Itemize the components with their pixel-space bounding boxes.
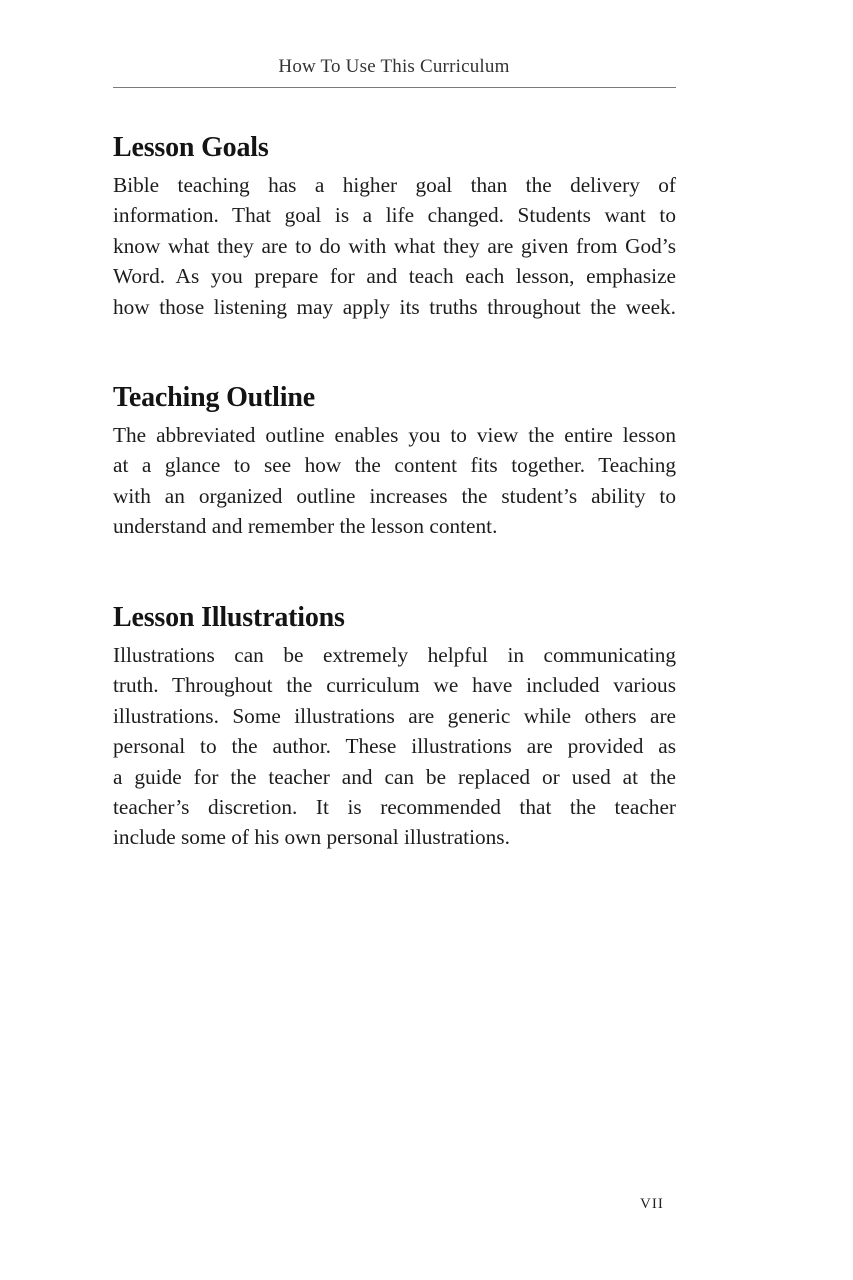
body-line: Word. As you prepare for and teach each lesson, emphasize xyxy=(113,264,676,289)
body-line: truth. Throughout the curriculum we have included various xyxy=(113,673,676,698)
body-line: with an organized outline increases the student’s ability to xyxy=(113,483,676,508)
section-teaching-outline xyxy=(113,381,676,542)
section-body xyxy=(113,640,676,853)
body-line: personal to the author. These illustrations are provided as xyxy=(113,734,676,759)
body-line: a guide for the teacher and can be replaced or used at the xyxy=(113,764,676,789)
page-number: VII xyxy=(640,1196,664,1212)
body-line: at a glance to see how the content fits together. Teaching xyxy=(113,453,676,478)
body-line: how those listening may apply its truths throughout the week. xyxy=(113,294,676,319)
body-line: illustrations. Some illustrations are generic while others are xyxy=(113,703,676,728)
body-line: Bible teaching has a higher goal than the delivery of xyxy=(113,173,676,197)
body-line: information. That goal is a life changed. Students want to xyxy=(113,203,676,228)
body-line: Illustrations can be extremely helpful in communicating xyxy=(113,643,676,667)
body-line: understand and remember the lesson content. xyxy=(113,514,498,539)
section-lesson-goals xyxy=(113,131,676,322)
body-line: The abbreviated outline enables you to view the entire lesson xyxy=(113,423,676,447)
body-line: teacher’s discretion. It is recommended that the teacher xyxy=(113,795,676,820)
body-line: include some of his own personal illustrations. xyxy=(113,825,510,850)
body-line: know what they are to do with what they are given from God’s xyxy=(113,233,676,258)
section-body xyxy=(113,170,676,322)
section-heading: Teaching Outline xyxy=(113,382,315,413)
header-divider xyxy=(113,87,676,88)
section-lesson-illustrations xyxy=(113,601,676,853)
section-heading: Lesson Illustrations xyxy=(113,602,345,633)
running-header-title: How To Use This Curriculum xyxy=(278,56,510,77)
section-heading: Lesson Goals xyxy=(113,132,269,163)
section-body xyxy=(113,420,676,542)
